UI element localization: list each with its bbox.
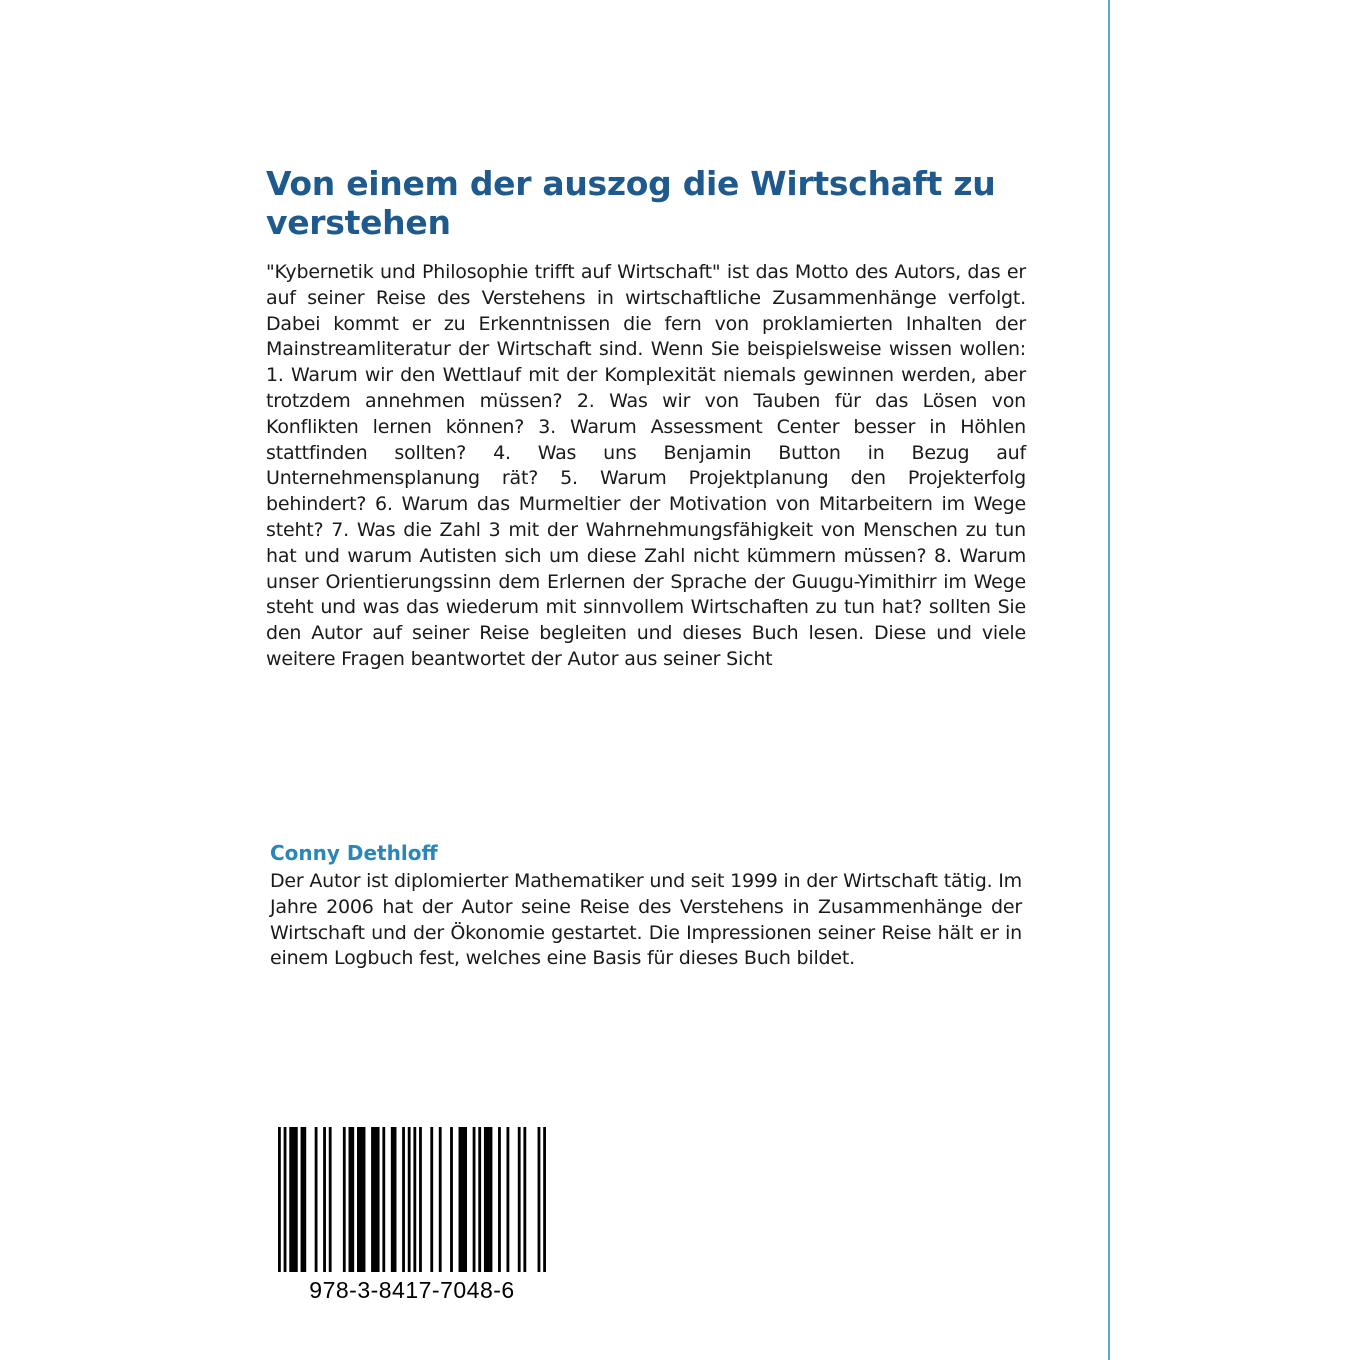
barcode-bar-27 xyxy=(523,1127,526,1272)
barcode-bar-18 xyxy=(439,1127,442,1272)
barcode-bar-20 xyxy=(459,1127,467,1272)
barcode-bar-10 xyxy=(371,1127,379,1272)
author-name: Conny Dethloff xyxy=(270,841,438,865)
barcode-bar-4 xyxy=(315,1127,318,1272)
author-bio: Der Autor ist diplomierter Mathematiker und seit 1999 in der Wirtschaft tätig. Im Jahre 2006 hat der Autor seine Reise des Verstehens in Zusammenhänge der Wirtschaft und der Ökonomie gestartet. Die Impressionen seiner Reise hält er in einem Logbuch fest, welches eine Basis für dieses Buch bildet. xyxy=(270,870,1022,970)
barcode-bar-23 xyxy=(484,1127,492,1272)
barcode-bar-1 xyxy=(284,1127,287,1272)
isbn-number: 978-3-8417-7048-6 xyxy=(309,1277,515,1303)
barcode-bar-11 xyxy=(382,1127,385,1272)
barcode-bar-13 xyxy=(402,1127,405,1272)
barcode-bar-0 xyxy=(278,1127,281,1272)
barcode-bar-2 xyxy=(289,1127,297,1272)
barcode-bar-21 xyxy=(473,1127,476,1272)
book-blurb: "Kybernetik und Philosophie trifft auf Wirtschaft" ist das Motto des Autors, das er auf seiner Reise des Verstehens in wirtschaftliche Zusammenhänge verfolgt. Dabei kommt er zu Erkenntnissen die fern von proklamierten Inhalten der Mainstreamliteratur der Wirtschaft sind. Wenn Sie beispielsweise wissen wollen: 1. Warum wir den Wettlauf mit der Komplexität niemals gewinnen werden, aber trotzdem annehmen müssen? 2. Was wir von Tauben für das Lösen von Konflikten lernen können? 3. Warum Assessment Center besser in Höhlen stattfinden sollten? 4. Was uns Benjamin Button in Bezug auf Unternehmensplanung rät? 5. Warum Projektplanung den Projekterfolg behindert? 6. Warum das Murmeltier der Motivation von Mitarbeitern im Wege steht? 7. Was die Zahl 3 mit der Wahrnehmungsfähigkeit von Menschen zu tun hat und warum Autisten sich um diese Zahl nicht kümmern müssen? 8. Warum unser Orientierungssinn dem Erlernen der Sprache der Guugu-Yimithirr im Wege steht und was das wiederum mit sinnvollem Wirtschaften zu tun hat? sollten Sie den Autor auf seiner Reise begleiten und dieses Buch lesen. Diese und viele weitere Fragen beantwortet der Autor aus seiner Sicht xyxy=(266,261,1026,670)
spine-line xyxy=(1108,0,1110,1360)
barcode-bar-28 xyxy=(538,1127,541,1272)
barcode-bar-22 xyxy=(478,1127,481,1272)
barcode-bar-14 xyxy=(408,1127,411,1272)
book-title: Von einem der auszog die Wirtschaft zu verstehen xyxy=(266,164,996,242)
barcode-bar-6 xyxy=(329,1127,332,1272)
barcode-bar-3 xyxy=(301,1127,307,1272)
barcode-bar-26 xyxy=(518,1127,521,1272)
barcode-bar-5 xyxy=(323,1127,326,1272)
barcode-bar-8 xyxy=(349,1127,355,1272)
isbn-barcode xyxy=(278,1127,546,1272)
barcode-bar-25 xyxy=(507,1127,510,1272)
barcode-bar-19 xyxy=(450,1127,453,1272)
barcode-bar-12 xyxy=(391,1127,397,1272)
barcode-bar-24 xyxy=(498,1127,501,1272)
barcode-bar-15 xyxy=(413,1127,416,1272)
barcode-bar-16 xyxy=(419,1127,422,1272)
barcode-bar-17 xyxy=(430,1127,433,1272)
barcode-bar-9 xyxy=(357,1127,365,1272)
barcode-bar-29 xyxy=(543,1127,546,1272)
barcode-bar-7 xyxy=(343,1127,346,1272)
